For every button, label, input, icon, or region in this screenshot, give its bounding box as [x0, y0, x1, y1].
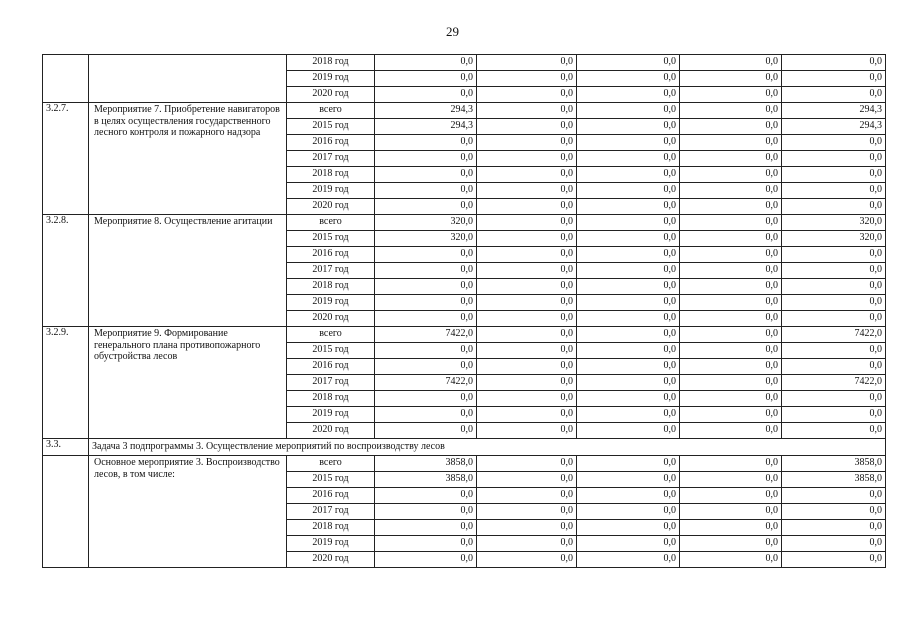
- value-cell: 0,0: [680, 359, 782, 375]
- value-cell: 294,3: [782, 103, 886, 119]
- table-row: [43, 215, 886, 231]
- value-cell: 0,0: [477, 87, 577, 103]
- value-cell: 3858,0: [782, 456, 886, 472]
- value-cell: 0,0: [375, 343, 477, 359]
- year-cell: всего: [287, 327, 375, 343]
- value-cell: 0,0: [477, 456, 577, 472]
- value-cell: 294,3: [375, 119, 477, 135]
- value-cell: 0,0: [782, 423, 886, 439]
- value-cell: 0,0: [782, 359, 886, 375]
- item-name-cell: Мероприятие 9. Формирование генерального плана противопожарного обустройства лесов: [89, 327, 287, 439]
- value-cell: 0,0: [477, 103, 577, 119]
- year-cell: 2015 год: [287, 231, 375, 247]
- value-cell: 0,0: [782, 343, 886, 359]
- value-cell: 0,0: [577, 472, 680, 488]
- value-cell: 0,0: [782, 71, 886, 87]
- table-row: [43, 327, 886, 343]
- value-cell: 0,0: [375, 199, 477, 215]
- value-cell: 0,0: [577, 520, 680, 536]
- value-cell: 0,0: [375, 295, 477, 311]
- value-cell: 0,0: [782, 151, 886, 167]
- value-cell: 0,0: [782, 55, 886, 71]
- value-cell: 0,0: [577, 327, 680, 343]
- value-cell: 0,0: [782, 263, 886, 279]
- value-cell: 0,0: [680, 407, 782, 423]
- value-cell: 0,0: [375, 311, 477, 327]
- value-cell: 0,0: [477, 199, 577, 215]
- value-cell: 0,0: [680, 279, 782, 295]
- value-cell: 0,0: [680, 504, 782, 520]
- value-cell: 0,0: [782, 279, 886, 295]
- value-cell: 0,0: [375, 552, 477, 568]
- value-cell: 0,0: [680, 87, 782, 103]
- year-cell: 2020 год: [287, 552, 375, 568]
- value-cell: 0,0: [782, 520, 886, 536]
- value-cell: 0,0: [477, 488, 577, 504]
- value-cell: 0,0: [577, 552, 680, 568]
- year-cell: 2020 год: [287, 199, 375, 215]
- value-cell: 0,0: [577, 375, 680, 391]
- task-number-cell: 3.3.: [43, 439, 89, 456]
- value-cell: 0,0: [782, 311, 886, 327]
- value-cell: 0,0: [375, 87, 477, 103]
- value-cell: 0,0: [577, 151, 680, 167]
- value-cell: 0,0: [577, 504, 680, 520]
- value-cell: 0,0: [375, 263, 477, 279]
- value-cell: 0,0: [375, 71, 477, 87]
- year-cell: 2020 год: [287, 87, 375, 103]
- value-cell: 0,0: [680, 215, 782, 231]
- page-number: 29: [446, 24, 459, 39]
- value-cell: 0,0: [680, 263, 782, 279]
- item-name-cell: [89, 55, 287, 103]
- value-cell: 0,0: [375, 391, 477, 407]
- value-cell: 0,0: [477, 504, 577, 520]
- value-cell: 0,0: [375, 55, 477, 71]
- value-cell: 0,0: [477, 247, 577, 263]
- value-cell: 7422,0: [782, 327, 886, 343]
- year-cell: 2016 год: [287, 135, 375, 151]
- value-cell: 0,0: [477, 311, 577, 327]
- value-cell: 0,0: [680, 391, 782, 407]
- value-cell: 0,0: [577, 295, 680, 311]
- value-cell: 0,0: [782, 295, 886, 311]
- value-cell: 0,0: [577, 71, 680, 87]
- value-cell: 0,0: [577, 423, 680, 439]
- item-number-cell: [43, 55, 89, 103]
- value-cell: 0,0: [680, 247, 782, 263]
- value-cell: 0,0: [477, 552, 577, 568]
- value-cell: 0,0: [680, 488, 782, 504]
- table-row: [43, 456, 886, 472]
- value-cell: 0,0: [680, 199, 782, 215]
- value-cell: 0,0: [375, 135, 477, 151]
- value-cell: 0,0: [375, 167, 477, 183]
- value-cell: 0,0: [680, 55, 782, 71]
- value-cell: 0,0: [782, 536, 886, 552]
- value-cell: 0,0: [577, 456, 680, 472]
- value-cell: 3858,0: [375, 456, 477, 472]
- value-cell: 0,0: [477, 391, 577, 407]
- value-cell: 0,0: [782, 87, 886, 103]
- value-cell: 0,0: [477, 359, 577, 375]
- value-cell: 0,0: [680, 183, 782, 199]
- value-cell: 294,3: [375, 103, 477, 119]
- value-cell: 0,0: [477, 407, 577, 423]
- year-cell: 2015 год: [287, 472, 375, 488]
- value-cell: 0,0: [680, 103, 782, 119]
- value-cell: 0,0: [680, 119, 782, 135]
- table-body: [43, 55, 886, 568]
- value-cell: 0,0: [477, 71, 577, 87]
- value-cell: 7422,0: [782, 375, 886, 391]
- value-cell: 0,0: [680, 375, 782, 391]
- value-cell: 0,0: [782, 488, 886, 504]
- value-cell: 0,0: [577, 119, 680, 135]
- item-number-cell: [43, 456, 89, 568]
- value-cell: 0,0: [577, 135, 680, 151]
- year-cell: 2018 год: [287, 279, 375, 295]
- value-cell: 0,0: [375, 488, 477, 504]
- value-cell: 0,0: [477, 423, 577, 439]
- value-cell: 0,0: [782, 391, 886, 407]
- value-cell: 0,0: [477, 167, 577, 183]
- task-row: [43, 439, 886, 456]
- value-cell: 0,0: [375, 520, 477, 536]
- value-cell: 0,0: [477, 279, 577, 295]
- year-cell: 2017 год: [287, 375, 375, 391]
- value-cell: 0,0: [577, 343, 680, 359]
- value-cell: 0,0: [577, 247, 680, 263]
- value-cell: 0,0: [782, 199, 886, 215]
- value-cell: 0,0: [375, 536, 477, 552]
- year-cell: 2020 год: [287, 423, 375, 439]
- value-cell: 0,0: [680, 552, 782, 568]
- value-cell: 0,0: [577, 87, 680, 103]
- value-cell: 0,0: [680, 536, 782, 552]
- year-cell: 2017 год: [287, 263, 375, 279]
- value-cell: 0,0: [680, 231, 782, 247]
- value-cell: 0,0: [477, 327, 577, 343]
- value-cell: 0,0: [477, 295, 577, 311]
- value-cell: 0,0: [375, 504, 477, 520]
- value-cell: 0,0: [577, 359, 680, 375]
- value-cell: 0,0: [577, 55, 680, 71]
- value-cell: 3858,0: [375, 472, 477, 488]
- year-cell: 2018 год: [287, 167, 375, 183]
- item-number-cell: 3.2.9.: [43, 327, 89, 439]
- value-cell: 0,0: [477, 135, 577, 151]
- value-cell: 320,0: [375, 231, 477, 247]
- item-name-cell: Мероприятие 8. Осуществление агитации: [89, 215, 287, 327]
- year-cell: 2018 год: [287, 391, 375, 407]
- value-cell: 320,0: [782, 231, 886, 247]
- year-cell: 2020 год: [287, 311, 375, 327]
- year-cell: 2016 год: [287, 359, 375, 375]
- item-number-cell: 3.2.7.: [43, 103, 89, 215]
- year-cell: 2019 год: [287, 407, 375, 423]
- value-cell: 0,0: [477, 375, 577, 391]
- value-cell: 0,0: [375, 151, 477, 167]
- year-cell: 2016 год: [287, 247, 375, 263]
- value-cell: 7422,0: [375, 327, 477, 343]
- value-cell: 320,0: [782, 215, 886, 231]
- year-cell: всего: [287, 215, 375, 231]
- table-row: [43, 103, 886, 119]
- value-cell: 0,0: [477, 536, 577, 552]
- value-cell: 0,0: [577, 263, 680, 279]
- year-cell: 2017 год: [287, 151, 375, 167]
- value-cell: 0,0: [375, 407, 477, 423]
- year-cell: 2015 год: [287, 343, 375, 359]
- year-cell: 2019 год: [287, 536, 375, 552]
- value-cell: 0,0: [477, 231, 577, 247]
- value-cell: 320,0: [375, 215, 477, 231]
- value-cell: 0,0: [782, 135, 886, 151]
- value-cell: 0,0: [680, 343, 782, 359]
- value-cell: 0,0: [577, 407, 680, 423]
- value-cell: 0,0: [782, 504, 886, 520]
- item-name-cell: Основное мероприятие 3. Воспроизводство лесов, в том числе:: [89, 456, 287, 568]
- budget-table: [42, 54, 886, 568]
- value-cell: 0,0: [477, 472, 577, 488]
- value-cell: 0,0: [577, 279, 680, 295]
- value-cell: 0,0: [477, 520, 577, 536]
- year-cell: 2016 год: [287, 488, 375, 504]
- value-cell: 0,0: [680, 135, 782, 151]
- item-number-cell: 3.2.8.: [43, 215, 89, 327]
- year-cell: 2019 год: [287, 183, 375, 199]
- value-cell: 0,0: [375, 247, 477, 263]
- value-cell: 0,0: [577, 536, 680, 552]
- value-cell: 0,0: [577, 391, 680, 407]
- year-cell: 2015 год: [287, 119, 375, 135]
- value-cell: 0,0: [680, 520, 782, 536]
- value-cell: 0,0: [477, 343, 577, 359]
- item-name-cell: Мероприятие 7. Приобретение навигаторов в целях осуществления государственного лесного контроля и пожарного надзора: [89, 103, 287, 215]
- value-cell: 0,0: [680, 423, 782, 439]
- value-cell: 0,0: [680, 295, 782, 311]
- year-cell: 2018 год: [287, 520, 375, 536]
- value-cell: 0,0: [375, 359, 477, 375]
- value-cell: 0,0: [782, 247, 886, 263]
- value-cell: 0,0: [577, 311, 680, 327]
- value-cell: 0,0: [680, 472, 782, 488]
- value-cell: 0,0: [477, 55, 577, 71]
- value-cell: 0,0: [680, 456, 782, 472]
- year-cell: 2018 год: [287, 55, 375, 71]
- value-cell: 7422,0: [375, 375, 477, 391]
- value-cell: 0,0: [680, 71, 782, 87]
- value-cell: 0,0: [577, 199, 680, 215]
- value-cell: 0,0: [680, 151, 782, 167]
- table-row: [43, 55, 886, 71]
- value-cell: 0,0: [577, 231, 680, 247]
- value-cell: 0,0: [577, 183, 680, 199]
- year-cell: всего: [287, 456, 375, 472]
- value-cell: 0,0: [477, 151, 577, 167]
- value-cell: 0,0: [577, 103, 680, 119]
- value-cell: 0,0: [477, 215, 577, 231]
- value-cell: 0,0: [680, 167, 782, 183]
- value-cell: 3858,0: [782, 472, 886, 488]
- value-cell: 0,0: [782, 167, 886, 183]
- value-cell: 0,0: [577, 167, 680, 183]
- year-cell: всего: [287, 103, 375, 119]
- value-cell: 0,0: [680, 311, 782, 327]
- value-cell: 0,0: [477, 263, 577, 279]
- value-cell: 0,0: [782, 552, 886, 568]
- value-cell: 0,0: [375, 183, 477, 199]
- value-cell: 294,3: [782, 119, 886, 135]
- value-cell: 0,0: [375, 279, 477, 295]
- value-cell: 0,0: [477, 119, 577, 135]
- value-cell: 0,0: [680, 327, 782, 343]
- year-cell: 2017 год: [287, 504, 375, 520]
- year-cell: 2019 год: [287, 71, 375, 87]
- task-title-cell: Задача 3 подпрограммы 3. Осуществление мероприятий по воспроизводству лесов: [89, 439, 886, 456]
- value-cell: 0,0: [477, 183, 577, 199]
- value-cell: 0,0: [782, 407, 886, 423]
- value-cell: 0,0: [375, 423, 477, 439]
- year-cell: 2019 год: [287, 295, 375, 311]
- value-cell: 0,0: [782, 183, 886, 199]
- value-cell: 0,0: [577, 215, 680, 231]
- value-cell: 0,0: [577, 488, 680, 504]
